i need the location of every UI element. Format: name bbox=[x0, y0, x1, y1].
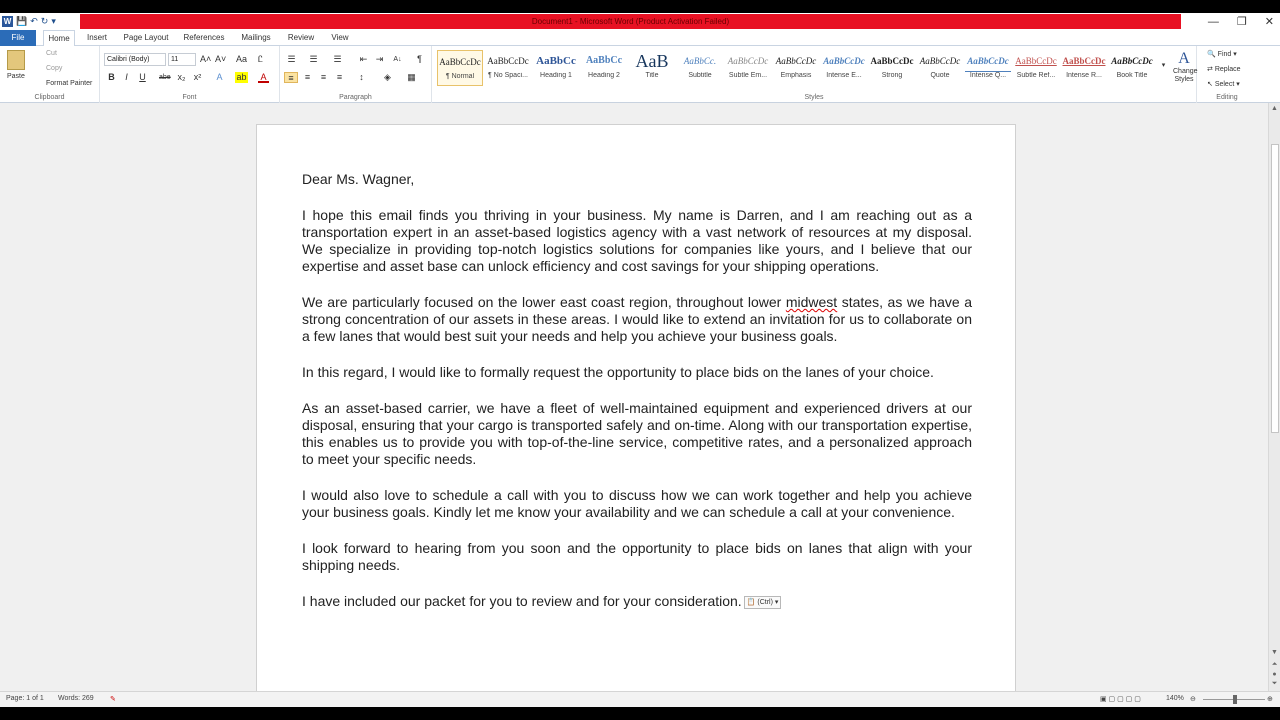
style-heading-1[interactable] bbox=[533, 50, 579, 86]
cut-button[interactable]: Cut bbox=[46, 50, 57, 57]
ribbon bbox=[0, 46, 1280, 103]
scroll-up-icon[interactable]: ▲ bbox=[1271, 105, 1278, 112]
align-center-icon[interactable]: ≡ bbox=[304, 72, 311, 82]
style-preview: AaBbCcDc bbox=[487, 56, 529, 66]
tab-mailings[interactable]: Mailings bbox=[241, 33, 271, 42]
vertical-scrollbar[interactable] bbox=[1268, 103, 1280, 691]
undo-icon[interactable]: ↶ bbox=[30, 16, 38, 26]
paragraph-3[interactable]: In this regard, I would like to formally request the opportunity to place bids on the lanes of your choice. bbox=[302, 364, 934, 380]
document-area[interactable] bbox=[0, 103, 1268, 691]
change-case-icon[interactable]: Aa bbox=[236, 54, 248, 64]
word-count[interactable]: Words: 269 bbox=[58, 695, 94, 702]
format-painter-button[interactable]: Format Painter bbox=[46, 80, 93, 87]
line-spacing-icon[interactable]: ↕ bbox=[359, 72, 364, 82]
underline-button[interactable]: U bbox=[139, 72, 146, 82]
word-app-icon[interactable]: W bbox=[3, 17, 12, 26]
ribbon-tabs bbox=[0, 30, 1280, 46]
paste-button[interactable]: Paste bbox=[7, 73, 25, 80]
change-styles-button[interactable] bbox=[1173, 50, 1198, 84]
paragraph-6[interactable]: I look forward to hearing from you soon and the opportunity to place bids on lanes that align with your shipping needs. bbox=[302, 540, 972, 573]
copy-button[interactable]: Copy bbox=[46, 65, 63, 72]
paragraph-4[interactable]: As an asset-based carrier, we have a fleet of well-maintained equipment and experienced drivers at our disposal, ensuring that your cargo is transported safely and on-time. Along with our transportation expertise, this enables us to provide you with top-of-the-line service, competitive rates, and a personalized approach to meet your specific needs. bbox=[302, 400, 972, 467]
font-size-select[interactable]: 11 bbox=[168, 53, 196, 66]
tab-review[interactable]: Review bbox=[287, 33, 315, 42]
italic-button[interactable]: I bbox=[125, 72, 128, 82]
window-title: Document1 - Microsoft Word (Product Activation Failed) bbox=[80, 14, 1181, 29]
paragraph-group bbox=[280, 46, 432, 103]
style-name: Emphasis bbox=[780, 72, 812, 79]
align-right-icon[interactable]: ≡ bbox=[320, 72, 327, 82]
style-heading-2[interactable] bbox=[581, 50, 627, 86]
style-name: Subtitle bbox=[688, 72, 712, 79]
zoom-slider-thumb[interactable] bbox=[1233, 695, 1237, 704]
quick-access-toolbar bbox=[2, 13, 56, 30]
scroll-down-icon[interactable]: ▼ bbox=[1271, 649, 1278, 656]
style-intense-quote[interactable] bbox=[965, 50, 1011, 86]
align-left-icon[interactable]: ≡ bbox=[284, 72, 298, 83]
style-name: Intense Q... bbox=[969, 72, 1007, 79]
paragraph-5[interactable]: I would also love to schedule a call with you to discuss how we can work together and help you achieve your business goals. Kindly let me know your availability and we can schedule a call at your convenience. bbox=[302, 487, 972, 520]
strikethrough-button[interactable]: abe bbox=[159, 74, 171, 81]
style-preview: AaBbCcDc bbox=[439, 57, 481, 67]
clipboard-label: Clipboard bbox=[34, 94, 65, 101]
styles-more-icon[interactable]: ▾ bbox=[1161, 62, 1166, 69]
select-label: Select bbox=[1214, 81, 1235, 88]
paragraph-label: Paragraph bbox=[339, 94, 372, 101]
style-intense-reference[interactable] bbox=[1061, 50, 1107, 86]
previous-page-icon[interactable]: ⏶ bbox=[1271, 661, 1278, 668]
style-name: ¶ No Spaci... bbox=[488, 72, 528, 79]
editing-group bbox=[1197, 46, 1257, 103]
paragraph-2-part-2: states, as we have a strong concentration of our assets in these areas. I would like to extend an invitation for us to collaborate on a few lanes that would best suit your needs and help you achieve your business goals. bbox=[302, 294, 972, 344]
style-name: Subtle Em... bbox=[728, 72, 768, 79]
superscript-button[interactable]: x² bbox=[193, 72, 202, 82]
style-quote[interactable] bbox=[917, 50, 963, 86]
zoom-out-icon[interactable]: ⊖ bbox=[1190, 696, 1196, 703]
style-name: Title bbox=[645, 72, 659, 79]
style-preview: AaBbCcDc bbox=[1111, 56, 1153, 66]
style-name: Subtle Ref... bbox=[1016, 72, 1056, 79]
paragraph-2[interactable] bbox=[302, 294, 972, 345]
redo-icon[interactable]: ↻ bbox=[40, 16, 49, 26]
font-name-select[interactable]: Calibri (Body) bbox=[104, 53, 166, 66]
qat-customize-icon[interactable]: ▾ bbox=[51, 16, 56, 26]
browse-object-icon[interactable]: ● bbox=[1272, 671, 1277, 678]
style-name: Book Title bbox=[1116, 72, 1148, 79]
style-subtle-emphasis[interactable] bbox=[725, 50, 771, 86]
style-strong[interactable] bbox=[869, 50, 915, 86]
style-preview: AaBbCc. bbox=[683, 56, 717, 66]
numbering-icon[interactable]: ☰ bbox=[309, 54, 318, 64]
tab-page-layout[interactable]: Page Layout bbox=[123, 33, 169, 42]
tab-view[interactable]: View bbox=[331, 33, 349, 42]
borders-icon[interactable]: ▦ bbox=[407, 72, 416, 82]
styles-label: Styles bbox=[804, 94, 824, 101]
style-preview: AaBbCcDc bbox=[1062, 56, 1106, 66]
page-count[interactable]: Page: 1 of 1 bbox=[6, 695, 44, 702]
style-name: Intense R... bbox=[1066, 72, 1102, 79]
style-name: Heading 1 bbox=[540, 72, 572, 79]
proofing-icon[interactable]: ✎ bbox=[110, 696, 116, 703]
style-name: Quote bbox=[930, 72, 950, 79]
sort-icon[interactable]: A↓ bbox=[393, 56, 402, 63]
tab-references[interactable]: References bbox=[183, 33, 225, 42]
status-bar bbox=[0, 691, 1280, 707]
greeting-paragraph[interactable]: Dear Ms. Wagner, bbox=[302, 171, 415, 187]
shrink-font-icon[interactable]: A˅ bbox=[215, 54, 227, 64]
style-preview: AaBbCcDc bbox=[870, 56, 914, 66]
style-preview: AaBbCcDc bbox=[775, 56, 817, 66]
style-title[interactable] bbox=[629, 50, 675, 86]
restore-button[interactable]: ❐ bbox=[1236, 16, 1247, 28]
increase-indent-icon[interactable]: ⇥ bbox=[375, 54, 384, 64]
close-button[interactable]: ✕ bbox=[1264, 16, 1274, 28]
paragraph-1[interactable]: I hope this email finds you thriving in your business. My name is Darren, and I am reaching out as a transportation expert in an asset-based logistics agency with a vast network of resources at my disposal. We specialize in providing top-notch logistics solutions for companies like yours, and I believe that our expertise and asset base can unlock efficiency and cost savings for your shipping operations. bbox=[302, 207, 972, 274]
style-subtle-reference[interactable] bbox=[1013, 50, 1059, 86]
style-intense-emphasis[interactable] bbox=[821, 50, 867, 86]
subscript-button[interactable]: x₂ bbox=[177, 72, 186, 82]
font-label: Font bbox=[182, 94, 197, 101]
title-bar bbox=[0, 13, 1280, 30]
next-page-icon[interactable]: ⏷ bbox=[1271, 680, 1278, 687]
style-preview: AaBbCcDc bbox=[965, 50, 1011, 72]
decrease-indent-icon[interactable]: ⇤ bbox=[359, 54, 368, 64]
style-book-title[interactable] bbox=[1109, 50, 1155, 86]
clipboard-group bbox=[0, 46, 100, 103]
style-name: Heading 2 bbox=[588, 72, 620, 79]
paste-options-button[interactable]: 📋 (Ctrl) ▾ bbox=[744, 596, 782, 609]
scrollbar-thumb[interactable] bbox=[1271, 144, 1279, 433]
paste-options-label: (Ctrl) bbox=[757, 598, 773, 606]
letterbox-bottom bbox=[0, 707, 1280, 720]
style-preview: AaBbCcDc bbox=[823, 56, 865, 66]
paste-icon[interactable] bbox=[7, 50, 25, 70]
style-preview: AaBbCc bbox=[585, 55, 623, 66]
styles-group bbox=[432, 46, 1197, 103]
style-preview: AaBbCc bbox=[536, 55, 576, 67]
multilevel-list-icon[interactable]: ☰ bbox=[333, 54, 342, 64]
change-styles-icon: A bbox=[1178, 50, 1190, 67]
font-group bbox=[100, 46, 280, 103]
style-preview: AaBbCcDc bbox=[1015, 56, 1057, 66]
save-icon[interactable]: 💾 bbox=[16, 16, 28, 26]
view-buttons[interactable]: ▣ ▢ ▢ ▢ ▢ bbox=[1100, 696, 1141, 703]
find-label: Find bbox=[1217, 51, 1232, 58]
text-effects-icon[interactable]: A bbox=[216, 72, 223, 82]
style-name: Intense E... bbox=[826, 72, 862, 79]
paragraph-7-text: I have included our packet for you to review and for your consideration. bbox=[302, 593, 742, 609]
grow-font-icon[interactable]: A˄ bbox=[200, 54, 212, 64]
zoom-in-icon[interactable]: ⊕ bbox=[1267, 696, 1273, 703]
justify-icon[interactable]: ≡ bbox=[336, 72, 343, 82]
style-preview: AaBbCcDc bbox=[727, 56, 769, 66]
document-page[interactable] bbox=[256, 124, 1016, 691]
style-normal[interactable] bbox=[437, 50, 483, 86]
highlight-icon[interactable]: ab bbox=[236, 72, 247, 82]
misspelled-word[interactable]: midwest bbox=[785, 294, 838, 310]
style-subtitle[interactable] bbox=[677, 50, 723, 86]
style-name: Strong bbox=[881, 72, 903, 79]
select-button[interactable]: ↖ Select ▾ bbox=[1207, 81, 1240, 88]
style-emphasis[interactable] bbox=[773, 50, 819, 86]
tab-insert[interactable]: Insert bbox=[86, 33, 107, 42]
document-body[interactable] bbox=[302, 171, 972, 629]
editing-label: Editing bbox=[1216, 94, 1238, 101]
replace-button[interactable]: ⇄ Replace bbox=[1207, 66, 1241, 73]
style-name: ¶ Normal bbox=[445, 73, 475, 80]
style-preview: AaBbCcDc bbox=[919, 56, 961, 66]
tab-home[interactable]: Home bbox=[43, 30, 75, 47]
paragraph-2-part-1: We are particularly focused on the lower east coast region, throughout lower bbox=[302, 294, 786, 310]
paragraph-7[interactable] bbox=[302, 593, 972, 610]
bold-button[interactable]: B bbox=[108, 72, 115, 82]
minimize-button[interactable]: — bbox=[1207, 15, 1219, 28]
bullets-icon[interactable]: ☰ bbox=[287, 54, 296, 64]
font-color-icon[interactable]: A bbox=[258, 72, 269, 83]
style-no-spacing[interactable] bbox=[485, 50, 531, 86]
tab-file[interactable]: File bbox=[0, 30, 36, 46]
style-preview: AaB bbox=[635, 51, 669, 71]
zoom-level[interactable]: 140% bbox=[1166, 695, 1184, 702]
show-formatting-icon[interactable]: ¶ bbox=[417, 54, 422, 64]
find-button[interactable]: 🔍 Find ▾ bbox=[1207, 51, 1237, 58]
shading-icon[interactable]: ◈ bbox=[384, 72, 391, 82]
replace-label: Replace bbox=[1214, 66, 1241, 73]
clear-formatting-icon[interactable]: Ꮭ bbox=[257, 54, 264, 64]
change-styles-label: Change Styles bbox=[1173, 68, 1198, 83]
